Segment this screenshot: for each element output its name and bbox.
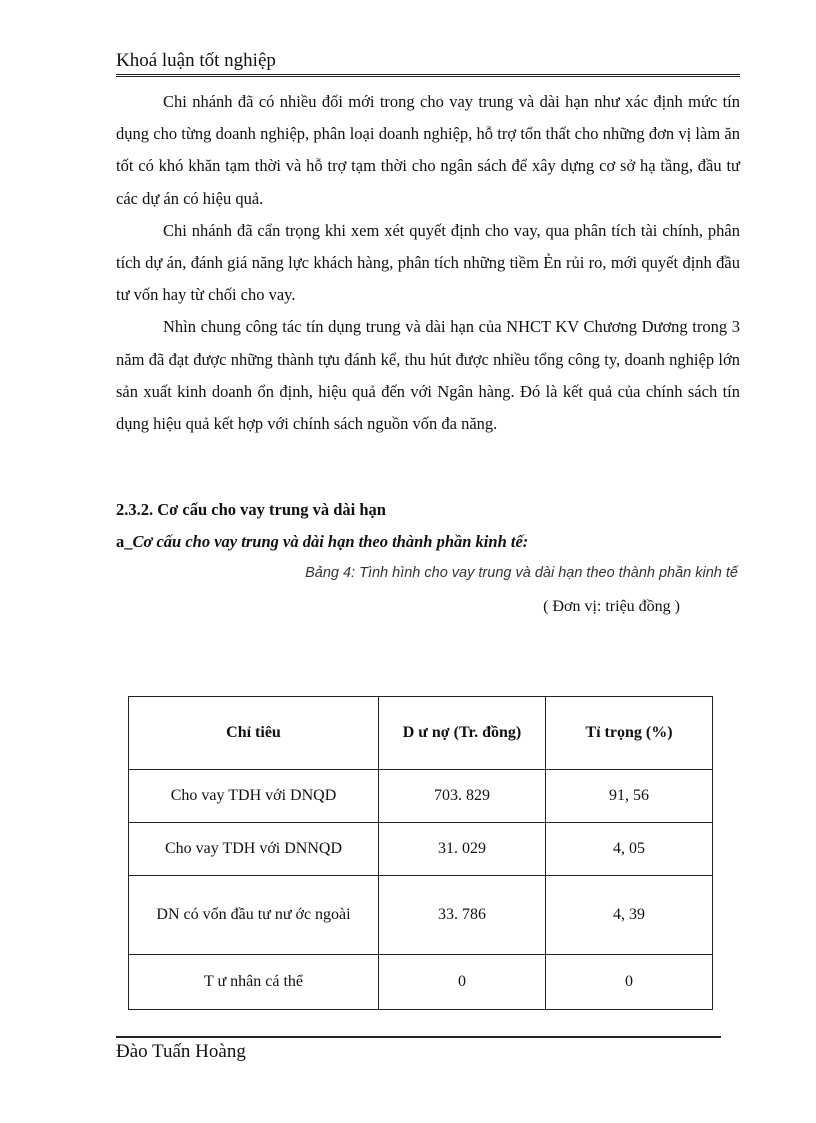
header-cell-indicator: Chỉ tiêu — [129, 697, 379, 770]
row-share: 91, 56 — [546, 770, 713, 823]
loan-structure-table — [128, 696, 713, 1010]
header-cell-outstanding: D ư nợ (Tr. đồng) — [379, 697, 546, 770]
paragraph: Chi nhánh đã có nhiều đổi mới trong cho vay trung và dài hạn như xác định mức tín dụng cho từng doanh nghiệp, phân loại doanh nghiệp, hỗ trợ tổn thất cho những đơn vị làm ăn tốt có khó khăn tạm thời và hỗ trợ tạm thời cho ngân sách để xây dựng cơ sở hạ tầng, đầu tư các dự án có hiệu quả. — [116, 92, 740, 208]
header-cell-share: Tỉ trọng (%) — [546, 697, 713, 770]
row-share: 0 — [546, 955, 713, 1010]
row-outstanding: 0 — [379, 955, 546, 1010]
paragraph: Nhìn chung công tác tín dụng trung và dài hạn của NHCT KV Chương Dương trong 3 năm đã đạt được những thành tựu đánh kể, thu hút được nhiều tổng công ty, doanh nghiệp lớn sản xuất kinh doanh ổn định, hiệu quả đến với Ngân hàng. Đó là kết quả của chính sách tín dụng hiệu quả kết hợp với chính sách nguồn vốn đa năng. — [116, 317, 740, 434]
row-label: DN có vốn đầu tư nư ớc ngoài — [129, 876, 379, 955]
row-label: Cho vay TDH với DNNQD — [129, 823, 379, 876]
section-heading: 2.3.2. Cơ cấu cho vay trung và dài hạn — [116, 500, 386, 519]
paragraph: Chi nhánh đã cẩn trọng khi xem xét quyết định cho vay, qua phân tích tài chính, phân tích dự án, đánh giá năng lực khách hàng, phân tích những tiềm Ẻn rủi ro, mới quyết định đầu tư vốn hay từ chối cho vay. — [116, 220, 740, 305]
row-label: T ư nhân cá thể — [129, 955, 379, 1010]
table-row — [129, 876, 713, 955]
row-label: Cho vay TDH với DNQD — [129, 770, 379, 823]
body-text — [116, 86, 740, 440]
row-outstanding: 703. 829 — [379, 770, 546, 823]
table-row — [129, 823, 713, 876]
subsection-title: Cơ cấu cho vay trung và dài hạn theo thành phần kinh tế: — [132, 532, 529, 551]
subsection-heading — [116, 532, 528, 552]
table-header-row — [129, 697, 713, 770]
page-header-title: Khoá luận tốt nghiệp — [116, 50, 276, 71]
table-row — [129, 770, 713, 823]
footer-author: Đào Tuấn Hoàng — [116, 1041, 246, 1062]
row-outstanding: 33. 786 — [379, 876, 546, 955]
row-share: 4, 39 — [546, 876, 713, 955]
table-unit: ( Đơn vị: triệu đồng ) — [543, 598, 680, 615]
header-divider — [116, 74, 740, 77]
table-row — [129, 955, 713, 1010]
row-outstanding: 31. 029 — [379, 823, 546, 876]
table-caption: Bảng 4: Tình hình cho vay trung và dài hạn theo thành phần kinh tế — [305, 565, 738, 581]
footer-divider — [116, 1036, 721, 1038]
subsection-prefix: a_ — [116, 532, 133, 551]
row-share: 4, 05 — [546, 823, 713, 876]
